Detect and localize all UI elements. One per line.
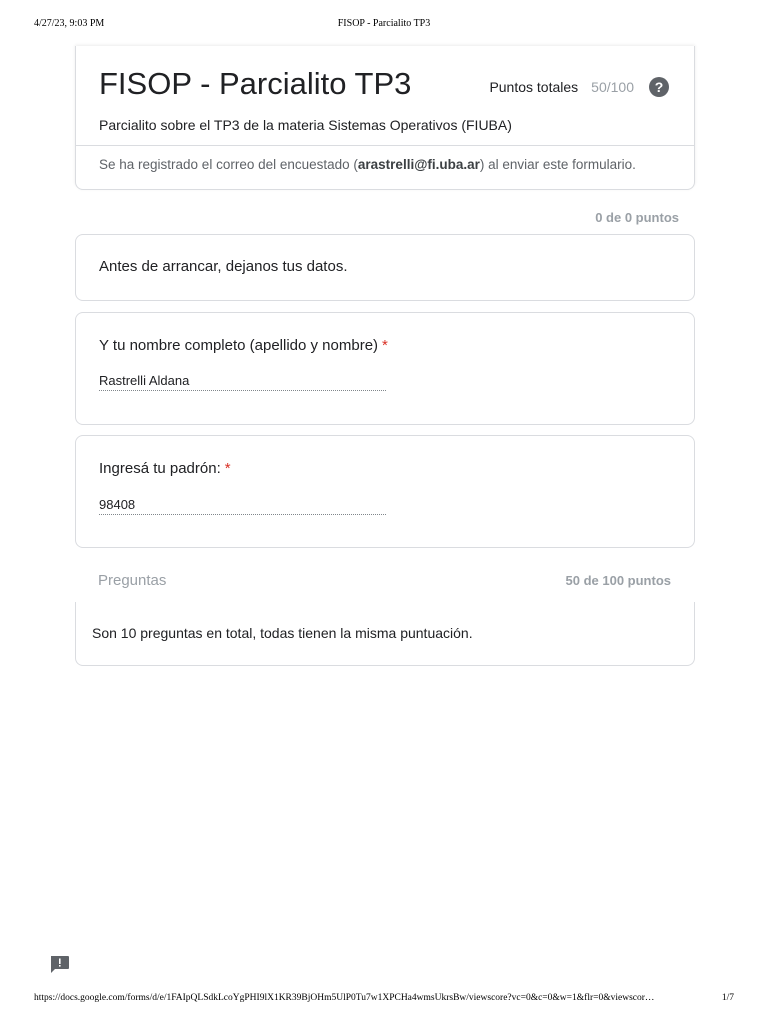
section1-intro-card xyxy=(75,234,695,301)
help-icon[interactable]: ? xyxy=(649,77,669,97)
header-divider xyxy=(76,145,694,146)
email-recorded-note xyxy=(99,157,636,172)
form-description: Parcialito sobre el TP3 de la materia Sistemas Operativos (FIUBA) xyxy=(99,117,512,133)
question-card xyxy=(75,435,695,548)
email-note-prefix: Se ha registrado el correo del encuestado ( xyxy=(99,157,358,172)
question-text xyxy=(99,337,388,354)
section1-intro-text: Antes de arrancar, dejanos tus datos. xyxy=(99,258,348,275)
required-asterisk: * xyxy=(224,460,231,477)
print-page-title: FISOP - Parcialito TP3 xyxy=(337,18,431,29)
question-card xyxy=(75,312,695,425)
print-datetime: 4/27/23, 9:03 PM xyxy=(34,18,105,29)
feedback-report-icon[interactable] xyxy=(49,955,70,974)
print-footer xyxy=(0,993,768,1007)
total-score-label: Puntos totales xyxy=(489,79,579,95)
required-asterisk: * xyxy=(382,337,388,354)
section1-points: 0 de 0 puntos xyxy=(595,210,679,225)
question-text xyxy=(99,460,231,477)
form-header-card xyxy=(75,46,695,190)
section2-description-card xyxy=(75,602,695,666)
section2-points: 50 de 100 puntos xyxy=(565,573,671,588)
print-header xyxy=(0,18,768,32)
section2-description: Son 10 preguntas en total, todas tienen la misma puntuación. xyxy=(92,625,473,641)
respondent-email: arastrelli@fi.uba.ar xyxy=(357,157,480,172)
answer-text-padron: 98408 xyxy=(99,497,386,515)
total-score-value: 50/100 xyxy=(591,79,634,95)
form-title: FISOP - Parcialito TP3 xyxy=(99,66,412,101)
answer-text-full-name: Rastrelli Aldana xyxy=(99,373,386,391)
email-note-suffix: ) al enviar este formulario. xyxy=(479,157,636,172)
question-label: Y tu nombre completo (apellido y nombre) xyxy=(99,337,379,354)
total-score xyxy=(489,76,669,98)
print-page-number: 1/7 xyxy=(721,993,734,1003)
question-label: Ingresá tu padrón: xyxy=(99,460,221,477)
section2-title: Preguntas xyxy=(98,572,167,589)
print-url: https://docs.google.com/forms/d/e/1FAIpQLSdkLcoYgPHI9lX1KR39BjOHm5UlP0Tu7w1XPCHa4wmsUkrsBw/viewscore?vc=0&c=0&w=1&flr=0&viewscor… xyxy=(34,993,655,1003)
